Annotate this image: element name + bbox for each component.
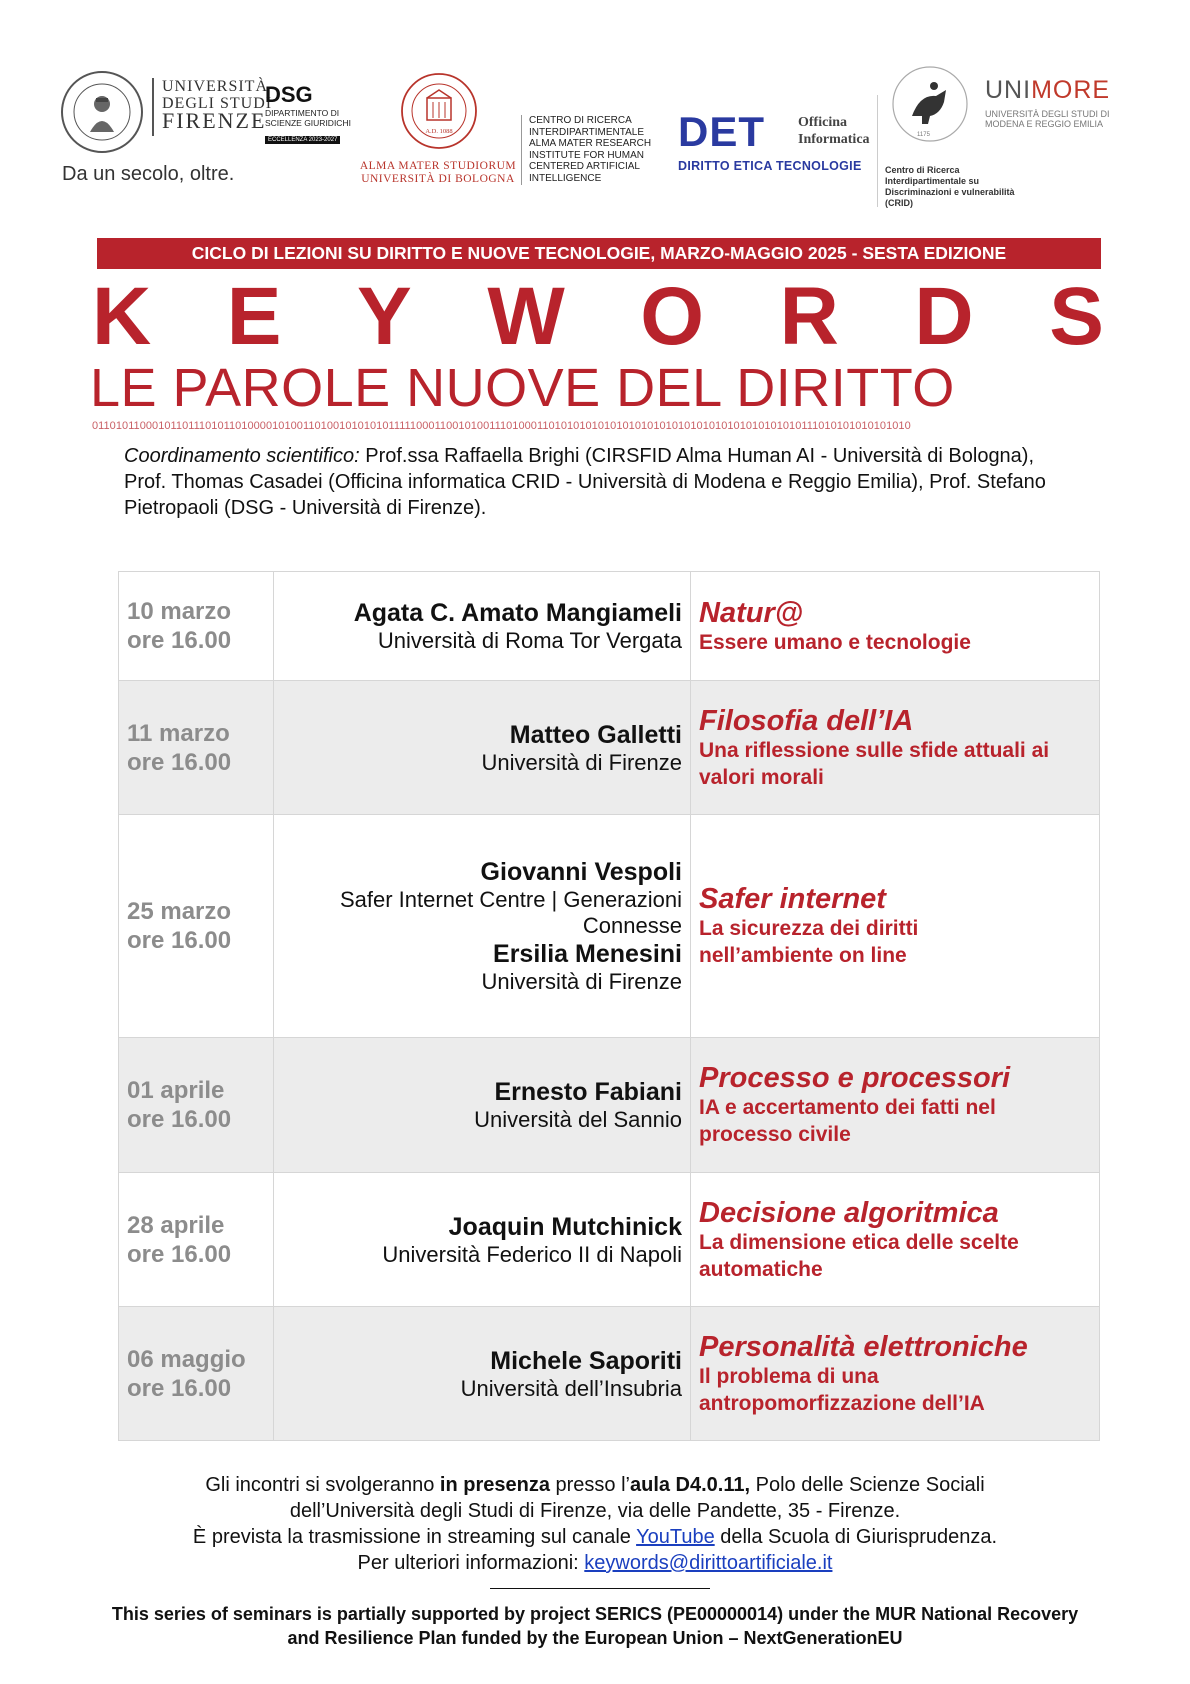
speaker-affiliation: Università dell’Insubria — [460, 1375, 682, 1401]
lecture-date: 11 marzo — [127, 719, 230, 747]
speaker-name: Ernesto Fabiani — [494, 1078, 682, 1106]
dsg-badge: ECCELLENZA 2023-2027 — [265, 136, 340, 144]
unimore-sub2: MODENA E REGGIO EMILIA — [985, 119, 1104, 129]
alma-line2: UNIVERSITÀ DI BOLOGNA — [361, 173, 515, 185]
lecture-date: 10 marzo — [127, 598, 232, 625]
alma-line1: ALMA MATER STUDIORUM — [359, 160, 517, 172]
venue-paragraph: Gli incontri si svolgeranno in presenza presso l’aula D4.0.11, Polo delle Scienze Sociali dell’Università degli Studi di Firenze, via delle Pandette, 35 - Firenze. — [205, 1474, 985, 1522]
unimore-uni: UNI — [985, 76, 1032, 104]
lecture-time: ore 16.00 — [127, 927, 232, 954]
table-row — [119, 1038, 1100, 1173]
speaker-affiliation: Università Federico II di Napoli — [382, 1241, 682, 1267]
lecture-time: ore 16.00 — [127, 1106, 232, 1133]
speaker-affiliation: Safer Internet Centre | Generazioni Connesse — [339, 887, 682, 938]
unifi-line2: DEGLI STUDI — [162, 95, 273, 112]
coordination-label: Coordinamento scientifico: — [124, 445, 360, 467]
speaker-name: Matteo Galletti — [509, 720, 682, 749]
lecture-title: Personalità elettroniche — [699, 1330, 1028, 1363]
speaker-cell — [274, 815, 691, 1038]
date-cell — [119, 1173, 274, 1307]
lecture-date: 06 maggio — [127, 1345, 246, 1373]
unifi-tagline: Da un secolo, oltre. — [62, 163, 235, 185]
date-cell — [119, 572, 274, 681]
title-letter: K — [92, 271, 152, 362]
speaker-name: Giovanni Vespoli — [480, 858, 682, 886]
table-row — [119, 681, 1100, 815]
lecture-time: ore 16.00 — [127, 627, 232, 654]
lecture-title: Safer internet — [699, 883, 886, 915]
lecture-time: ore 16.00 — [127, 1240, 232, 1268]
det-subtitle: DIRITTO ETICA TECNOLOGIE — [678, 159, 862, 173]
lecture-date: 01 aprile — [127, 1077, 225, 1104]
keywords-title — [92, 271, 1104, 362]
speaker-cell — [274, 1038, 691, 1173]
speaker-cell — [274, 572, 691, 681]
topic-cell — [691, 1038, 1100, 1173]
table-row — [119, 572, 1100, 681]
speaker-affiliation: Università del Sannio — [474, 1107, 682, 1132]
alma-center-text: CENTRO DI RICERCA INTERDIPARTIMENTALE ALMA MATER RESEARCH INSTITUTE FOR HUMAN CENTERED ARTIFICIAL INTELLIGENCE — [529, 115, 652, 184]
date-cell — [119, 1307, 274, 1441]
unimore-logo — [885, 62, 1115, 212]
lecture-subtitle: Il problema di una antropomorfizzazione dell’IA — [699, 1364, 985, 1415]
youtube-link[interactable]: YouTube — [636, 1526, 715, 1548]
streaming-paragraph: È prevista la trasmissione in streaming sul canale YouTube della Scuola di Giurisprudenza. — [192, 1526, 998, 1548]
lecture-title: Decisione algoritmica — [699, 1196, 999, 1229]
title-letter: E — [226, 271, 282, 362]
date-cell — [119, 681, 274, 815]
alma-seal-icon — [400, 72, 478, 150]
lecture-subtitle: La dimensione etica delle scelte automatiche — [699, 1230, 1019, 1281]
det-logo — [678, 108, 878, 182]
binary-strip: 011010110001011011101011010000101001101001010101011111000110010100111010001101010101010101010101010101010101010101010111010101010101010 — [92, 420, 911, 432]
det-officina2: Informatica — [798, 132, 870, 147]
dsg-title: DSG — [265, 82, 313, 107]
speaker-name: Michele Saporiti — [490, 1346, 682, 1375]
unimore-more: MORE — [1031, 76, 1111, 104]
coordination-body: Prof.ssa Raffaella Brighi (CIRSFID Alma Human AI - Università di Bologna), Prof. Thomas Casadei (Officina informatica CRID - Università di Modena e Reggio Emilia), Prof. Stefano Pietropaoli (DSG - Università di Firenze). — [124, 445, 1046, 519]
lecture-subtitle: La sicurezza dei diritti nell’ambiente on line — [699, 917, 919, 967]
unifi-seal-icon — [60, 70, 144, 154]
speaker-cell — [274, 681, 691, 815]
speaker-name: Ersilia Menesini — [493, 940, 682, 968]
footer-divider — [490, 1588, 710, 1589]
speaker-name: Agata C. Amato Mangiameli — [353, 599, 682, 627]
lecture-title: Filosofia dell’IA — [699, 704, 914, 737]
date-cell — [119, 1038, 274, 1173]
coordination-text — [124, 443, 1069, 521]
unifi-line1: UNIVERSITÀ — [162, 78, 268, 95]
date-cell — [119, 815, 274, 1038]
lecture-title: Natur@ — [699, 596, 804, 629]
det-title: DET — [678, 108, 765, 155]
lecture-time: ore 16.00 — [127, 748, 232, 776]
title-letter: R — [779, 271, 839, 362]
title-letter: D — [914, 271, 974, 362]
dsg-sub2: SCIENZE GIURIDICHI — [265, 118, 351, 128]
funding-note: This series of seminars is partially supported by project SERICS (PE00000014) under the MUR National Recovery and Resilience Plan funded by the European Union – NextGenerationEU — [111, 1604, 1079, 1648]
topic-cell — [691, 681, 1100, 815]
topic-cell — [691, 1173, 1100, 1307]
table-row — [119, 1307, 1100, 1441]
lecture-date: 28 aprile — [127, 1211, 225, 1239]
alma-mater-logo — [358, 72, 518, 192]
subtitle: LE PAROLE NUOVE DEL DIRITTO — [90, 358, 955, 418]
topic-cell — [691, 815, 1100, 1038]
lecture-subtitle: IA e accertamento dei fatti nel processo civile — [699, 1096, 996, 1146]
series-banner: CICLO DI LEZIONI SU DIRITTO E NUOVE TECNOLOGIE, MARZO-MAGGIO 2025 - SESTA EDIZIONE — [97, 238, 1101, 269]
title-letter: S — [1049, 271, 1104, 362]
lecture-title: Processo e processori — [699, 1062, 1011, 1094]
title-letter: Y — [357, 271, 412, 362]
speaker-name: Joaquin Mutchinick — [448, 1212, 682, 1241]
unimore-seal-icon — [890, 64, 970, 144]
table-row — [119, 1173, 1100, 1307]
program-table — [118, 571, 1100, 1441]
speaker-cell — [274, 1173, 691, 1307]
unifi-line3: FIRENZE — [162, 108, 267, 133]
speaker-affiliation: Università di Firenze — [481, 749, 682, 775]
lecture-time: ore 16.00 — [127, 1374, 232, 1402]
speaker-affiliation: Università di Roma Tor Vergata — [377, 628, 682, 653]
speaker-affiliation: Università di Firenze — [481, 969, 682, 994]
title-letter: O — [640, 271, 705, 362]
dsg-sub1: DIPARTIMENTO DI — [265, 108, 340, 118]
title-letter: W — [487, 271, 565, 362]
topic-cell — [691, 1307, 1100, 1441]
venue-info — [145, 1472, 1045, 1576]
lecture-date: 25 marzo — [127, 898, 232, 925]
crid-text: Centro di Ricerca Interdipartimentale su Discriminazioni e vulnerabilità (CRID) — [885, 165, 1015, 208]
topic-cell — [691, 572, 1100, 681]
lecture-subtitle: Una riflessione sulle sfide attuali ai valori morali — [699, 738, 1050, 789]
unimore-seal-year: 1175 — [917, 132, 930, 138]
det-officina1: Officina — [798, 115, 847, 130]
alma-seal-text: A.D. 1088 — [425, 128, 453, 135]
table-row — [119, 815, 1100, 1038]
contact-paragraph: Per ulteriori informazioni: keywords@dirittoartificiale.it — [357, 1552, 833, 1574]
email-link[interactable]: keywords@dirittoartificiale.it — [584, 1552, 833, 1574]
lecture-subtitle: Essere umano e tecnologie — [699, 630, 971, 654]
speaker-cell — [274, 1307, 691, 1441]
unimore-sub1: UNIVERSITÀ DEGLI STUDI DI — [985, 109, 1110, 119]
